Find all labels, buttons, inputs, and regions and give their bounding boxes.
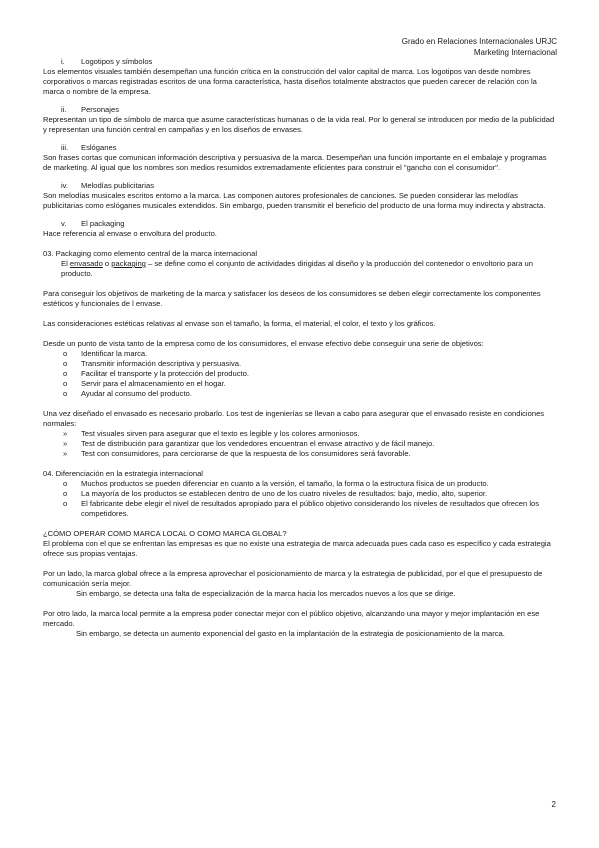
paragraph-pruebas: Una vez diseñado el envasado es necesario probarlo. Los test de ingenierías se llevan a cabo para asegurar que el envasado resiste en condiciones normales:	[43, 409, 545, 428]
subsection-heading-iii: iii. Eslóganes	[61, 143, 117, 152]
objectives-list	[43, 349, 556, 399]
list-item: » Test con consumidores, para cerciorarse de que la respuesta de los consumidores será favorable.	[63, 449, 411, 458]
paragraph-envase-efectivo: Desde un punto de vista tanto de la empresa como de los consumidores, el envase efectivo debe conseguir una serie de objetivos:	[43, 339, 484, 348]
paragraph-marca-global-contra: Sin embargo, se detecta una falta de especialización de la marca hacia los mercados nuevos a los que se dirige.	[76, 589, 456, 598]
paragraph-personajes: Representan un tipo de símbolo de marca que asume características humanas o de la vida real. Por lo general se introducen por medio de la publicidad y representan una función central en campañas y en los diseños de envases.	[43, 115, 555, 134]
circle-bullet-icon: o	[63, 479, 68, 488]
subsection-heading-iv: iv. Melodías publicitarias	[61, 181, 155, 190]
paragraph-consideraciones: Las consideraciones estéticas relativas al envase son el tamaño, la forma, el material, el color, el texto y los gráficos.	[43, 319, 436, 328]
list-item: o Identificar la marca.	[63, 349, 148, 358]
question-heading: ¿CÓMO OPERAR COMO MARCA LOCAL O COMO MARCA GLOBAL?	[43, 529, 287, 538]
double-arrow-bullet-icon: »	[63, 449, 68, 458]
double-arrow-bullet-icon: »	[63, 429, 68, 438]
subsection-heading-i: i. Logotipos y símbolos	[61, 57, 153, 66]
differentiation-list	[43, 479, 556, 519]
circle-bullet-icon: o	[63, 389, 68, 398]
subsection-heading-v: v. El packaging	[61, 219, 125, 228]
circle-bullet-icon: o	[63, 489, 68, 498]
paragraph-marca-local-contra: Sin embargo, se detecta un aumento exponencial del gasto en la implantación de la estrategia de posicionamiento de la marca.	[76, 629, 505, 638]
list-item: » Test de distribución para garantizar que los vendedores encuentran el envase atractivo y de fácil manejo.	[63, 439, 435, 448]
header-degree: Grado en Relaciones Internacionales URJC	[401, 37, 557, 46]
list-item: o El fabricante debe elegir el nivel de resultados apropiado para el público objetivo considerando los niveles de resultados que ofrecen los competidores.	[63, 499, 540, 518]
paragraph-logotipos: Los elementos visuales también desempeñan una función crítica en la construcción del valor capital de marca. Los logotipos van desde nombres corporativos o marcas registradas escritos de una forma característica, hasta diseños totalmente abstractos que pueden carecer de relación con la marca o nombre de la empresa.	[43, 67, 537, 96]
term-packaging: packaging	[111, 259, 146, 268]
double-arrow-bullet-icon: »	[63, 439, 68, 448]
circle-bullet-icon: o	[63, 369, 68, 378]
paragraph-packaging: Hace referencia al envase o envoltura del producto.	[43, 229, 217, 238]
list-item: o Transmitir información descriptiva y persuasiva.	[63, 359, 242, 368]
list-item: » Test visuales sirven para asegurar que el texto es legible y los colores armoniosos.	[63, 429, 360, 438]
list-item: o Facilitar el transporte y la protección del producto.	[63, 369, 249, 378]
paragraph-marca-local: Por otro lado, la marca local permite a la empresa poder conectar mejor con el público objetivo, alcanzando una mayor y mejor implantación en ese mercado.	[43, 609, 540, 628]
section-heading-03: 03. Packaging como elemento central de la marca internacional	[43, 249, 258, 258]
page-number: 2	[551, 800, 556, 809]
paragraph-objetivos-marketing: Para conseguir los objetivos de marketing de la marca y satisfacer los deseos de los consumidores se deben elegir correctamente los componentes estéticos y funcionales de l envase.	[43, 289, 541, 308]
paragraph-melodias: Son melodías musicales escritos entorno a la marca. Las componen autores profesionales de canciones. Se pueden considerar las melodías publicitarias como eslóganes musicales extendidos. Sin embargo, pueden transmitir el beneficio del producto de una forma muy indirecta y abstracta.	[43, 191, 546, 210]
list-item: o Muchos productos se pueden diferenciar en cuanto a la versión, el tamaño, la forma o la estructura física de un producto.	[63, 479, 489, 488]
list-item: o Ayudar al consumo del producto.	[63, 389, 192, 398]
subsection-heading-ii: ii. Personajes	[61, 105, 119, 114]
running-header	[402, 36, 557, 58]
term-envasado: envasado	[69, 259, 103, 268]
circle-bullet-icon: o	[63, 349, 68, 358]
circle-bullet-icon: o	[63, 379, 68, 388]
paragraph-definition: El envasado o packaging – se define como el conjunto de actividades dirigidas al diseño y la producción del contenedor o envoltorio para un producto.	[61, 259, 533, 278]
paragraph-marca-global: Por un lado, la marca global ofrece a la empresa aprovechar el posicionamiento de marca y la estrategia de publicidad, por el que el presupuesto de comunicación sería mejor.	[43, 569, 543, 588]
paragraph-esloganes: Son frases cortas que comunican información descriptiva y persuasiva de la marca. Desempeñan una función importante en el embalaje y programas de marketing. Al igual que los nombres son medios resumidos extremadamente eficientes para construir el "gancho con el consumidor".	[43, 153, 547, 172]
list-item: o Servir para el almacenamiento en el hogar.	[63, 379, 226, 388]
tests-list	[43, 429, 556, 459]
circle-bullet-icon: o	[63, 359, 68, 368]
document-body	[43, 57, 556, 639]
list-item: o La mayoría de los productos se establecen dentro de uno de los cuatro niveles de resultados: bajo, medio, alto, superior.	[63, 489, 488, 498]
section-heading-04: 04. Diferenciación en la estrategia internacional	[43, 469, 203, 478]
header-course: Marketing Internacional	[473, 48, 557, 57]
circle-bullet-icon: o	[63, 499, 68, 508]
paragraph-problema: El problema con el que se enfrentan las empresas es que no existe una estrategia de marca adecuada pues cada caso es específico y cada estrategia ofrece sus propias ventajas.	[43, 539, 551, 558]
